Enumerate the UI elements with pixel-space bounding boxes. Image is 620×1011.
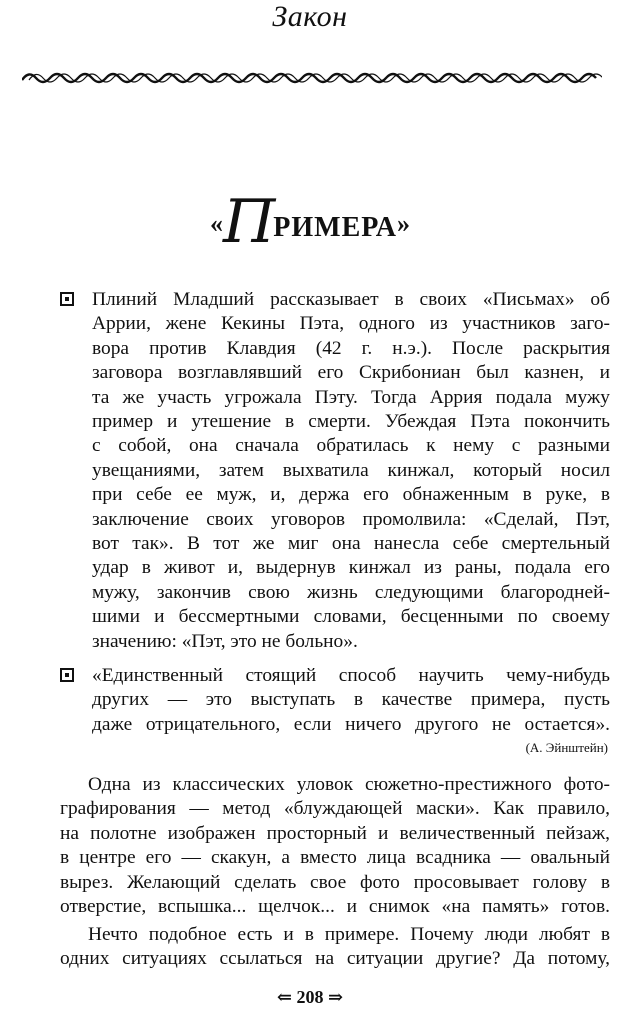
body-paragraph — [60, 773, 610, 919]
text-line: Нечто подобное есть и в примере. Почему люди любят в — [88, 924, 610, 945]
text-line: та же участь угрожала Пэту. Тогда Аррия подала мужу — [92, 386, 610, 408]
text-line: мужу, закончив свою жизнь следующими благородней- — [92, 581, 610, 603]
text-line: других — это выступать в качестве примера, пусть — [92, 689, 610, 711]
text-line: шими и бессмертными словами, бесценными по своему — [92, 606, 610, 628]
text-line: вот так». В тот же миг она нанесла себе смертельный — [92, 533, 610, 555]
decorative-wave-divider — [22, 64, 602, 90]
page-number — [0, 986, 620, 1008]
text-line: Одна из классических уловок сюжетно-престижного фото- — [88, 774, 610, 795]
example-item — [92, 664, 610, 737]
text-line: вора против Клавдия (42 г. н.э.). После раскрытия — [92, 337, 610, 359]
section-title — [0, 187, 620, 258]
text-line: при себе ее муж, и, держа его обнаженным в руке, в — [92, 484, 610, 506]
example-item — [92, 288, 610, 654]
bullet-square-icon — [60, 668, 74, 682]
bullet-square-icon — [60, 292, 74, 306]
arrow-left-icon: ⇐ — [276, 987, 292, 1007]
text-line: заключение своих уговоров промолвила: «Сделай, Пэт, — [92, 508, 610, 530]
section-title-text: РИМЕРА — [273, 212, 398, 243]
text-line: заговора возглавлявший его Скрибониан был казнен, и — [92, 362, 610, 384]
text-line: значению: «Пэт, это не больно». — [92, 630, 358, 652]
text-line: даже отрицательного, если ничего другого не остается». — [92, 713, 610, 735]
page-header-title: Закон — [272, 0, 348, 33]
page-number-value: 208 — [296, 987, 324, 1007]
section-title-drop-letter: П — [222, 187, 274, 257]
section-title-open-quote: « — [209, 209, 223, 238]
text-line: графирования — метод «блуждающей маски». Как правило, — [60, 798, 610, 820]
text-line: Аррии, жене Кекины Пэта, одного из участников заго- — [92, 313, 610, 335]
text-line: увещаниями, затем выхватила кинжал, который носил — [92, 459, 610, 481]
body-paragraph — [60, 923, 610, 972]
text-line: Плиний Младший рассказывает в своих «Письмах» об — [92, 289, 610, 310]
text-line: одних ситуациях ссылаться на ситуации другие? Да потому, — [60, 948, 610, 970]
text-line: с собой, она сначала обратилась к нему с разными — [92, 435, 610, 457]
section-title-close-quote: » — [397, 209, 411, 238]
text-line: удар в живот и, выдернув кинжал из раны, подала его — [92, 557, 610, 579]
text-line: в центре его — скакун, а вместо лица всадника — овальный — [60, 847, 610, 869]
text-line: пример и утешение в смерти. Убеждая Пэта покончить — [92, 411, 610, 433]
text-line: вырез. Желающий сделать свое фото просовывает голову в — [60, 871, 610, 893]
text-line: «Единственный стоящий способ научить чему-нибудь — [92, 665, 610, 686]
arrow-right-icon: ⇒ — [328, 987, 344, 1007]
text-line: отверстие, вспышка... щелчок... и снимок «на память» готов. — [60, 896, 610, 918]
quote-attribution: (А. Эйнштейн) — [525, 740, 608, 755]
text-line: на полотне изображен просторный и величественный пейзаж, — [60, 822, 610, 844]
